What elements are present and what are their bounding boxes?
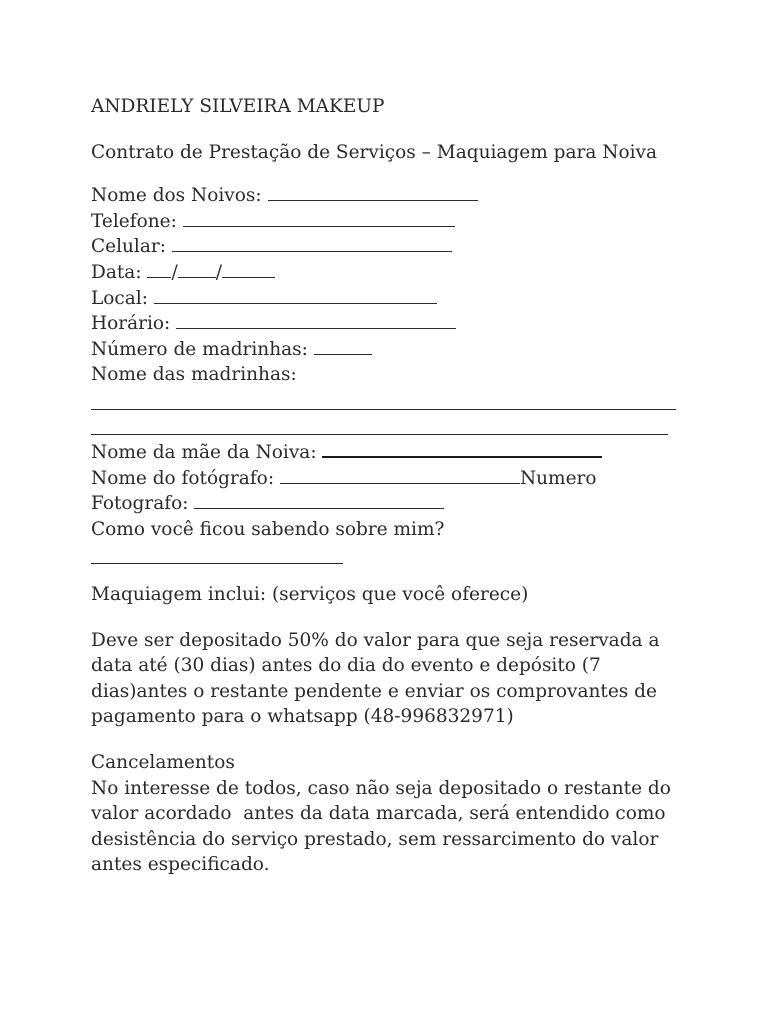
field-horario [91,311,691,337]
field-nome-madrinhas [91,362,691,388]
field-fotografo [91,491,691,517]
data-month-blank[interactable] [178,260,216,278]
deposito-line: data até (30 dias) antes do dia do evento e depósito (7 [91,655,601,677]
como-soube-label: Como você ficou sabendo sobre mim? [91,518,445,540]
field-celular [91,234,691,260]
cancelamentos-paragraph [91,776,691,878]
cancelamentos-line: valor acordado antes da data marcada, será entendido como [91,803,666,825]
nome-mae-noiva-label: Nome da mãe da Noiva: [91,442,317,464]
field-nome-noivos [91,183,691,209]
field-numero-madrinhas [91,337,691,363]
nome-noivos-blank[interactable] [268,183,478,201]
cancelamentos-heading: Cancelamentos [91,752,235,774]
field-nome-fotografo [91,466,691,492]
cancelamentos-line: No interesse de todos, caso não seja depositado o restante do [91,777,671,799]
horario-blank[interactable] [176,311,456,329]
maquiagem-inclui: Maquiagem inclui: (serviços que você oferece) [91,584,529,606]
telefone-blank[interactable] [183,209,455,227]
nome-noivos-label: Nome dos Noivos: [91,185,262,207]
data-separator: / [215,261,222,283]
numero-madrinhas-label: Número de madrinhas: [91,338,308,360]
field-data [91,260,691,286]
deposito-paragraph [91,628,691,730]
numero-label: Numero [519,467,597,489]
data-day-blank[interactable] [147,260,171,278]
cancelamentos-line: desistência do serviço prestado, sem ressarcimento do valor [91,828,659,850]
nome-fotografo-blank[interactable] [280,466,520,484]
contract-document [91,94,691,878]
data-year-blank[interactable] [222,260,275,278]
celular-label: Celular: [91,236,166,258]
data-label: Data: [91,261,142,283]
business-name: ANDRIELY SILVEIRA MAKEUP [91,96,385,117]
cancelamentos-line: antes especificado. [91,854,270,876]
field-telefone [91,209,691,235]
deposito-line: dias)antes o restante pendente e enviar os comprovantes de [91,680,657,702]
local-label: Local: [91,287,148,309]
field-local [91,286,691,312]
numero-madrinhas-blank[interactable] [314,337,372,355]
nome-madrinhas-label: Nome das madrinhas: [91,364,297,386]
celular-blank[interactable] [172,234,452,252]
nome-fotografo-label: Nome do fotógrafo: [91,467,275,489]
fotografo-blank[interactable] [194,491,444,509]
field-como-soube [91,517,691,543]
contract-title: Contrato de Prestação de Serviços – Maquiagem para Noiva [91,141,657,163]
madrinhas-line-1[interactable] [91,388,691,414]
nome-mae-noiva-blank[interactable] [322,439,602,458]
horario-label: Horário: [91,313,171,335]
telefone-label: Telefone: [91,210,177,232]
data-separator: / [171,261,178,283]
deposito-line: Deve ser depositado 50% do valor para que seja reservada a [91,629,660,651]
field-nome-mae-noiva [91,439,691,466]
madrinhas-line-2[interactable] [91,414,691,440]
deposito-line: pagamento para o whatsapp (48-996832971) [91,706,514,728]
local-blank[interactable] [154,286,437,304]
como-soube-line[interactable] [91,543,691,569]
fotografo-label: Fotografo: [91,493,189,515]
